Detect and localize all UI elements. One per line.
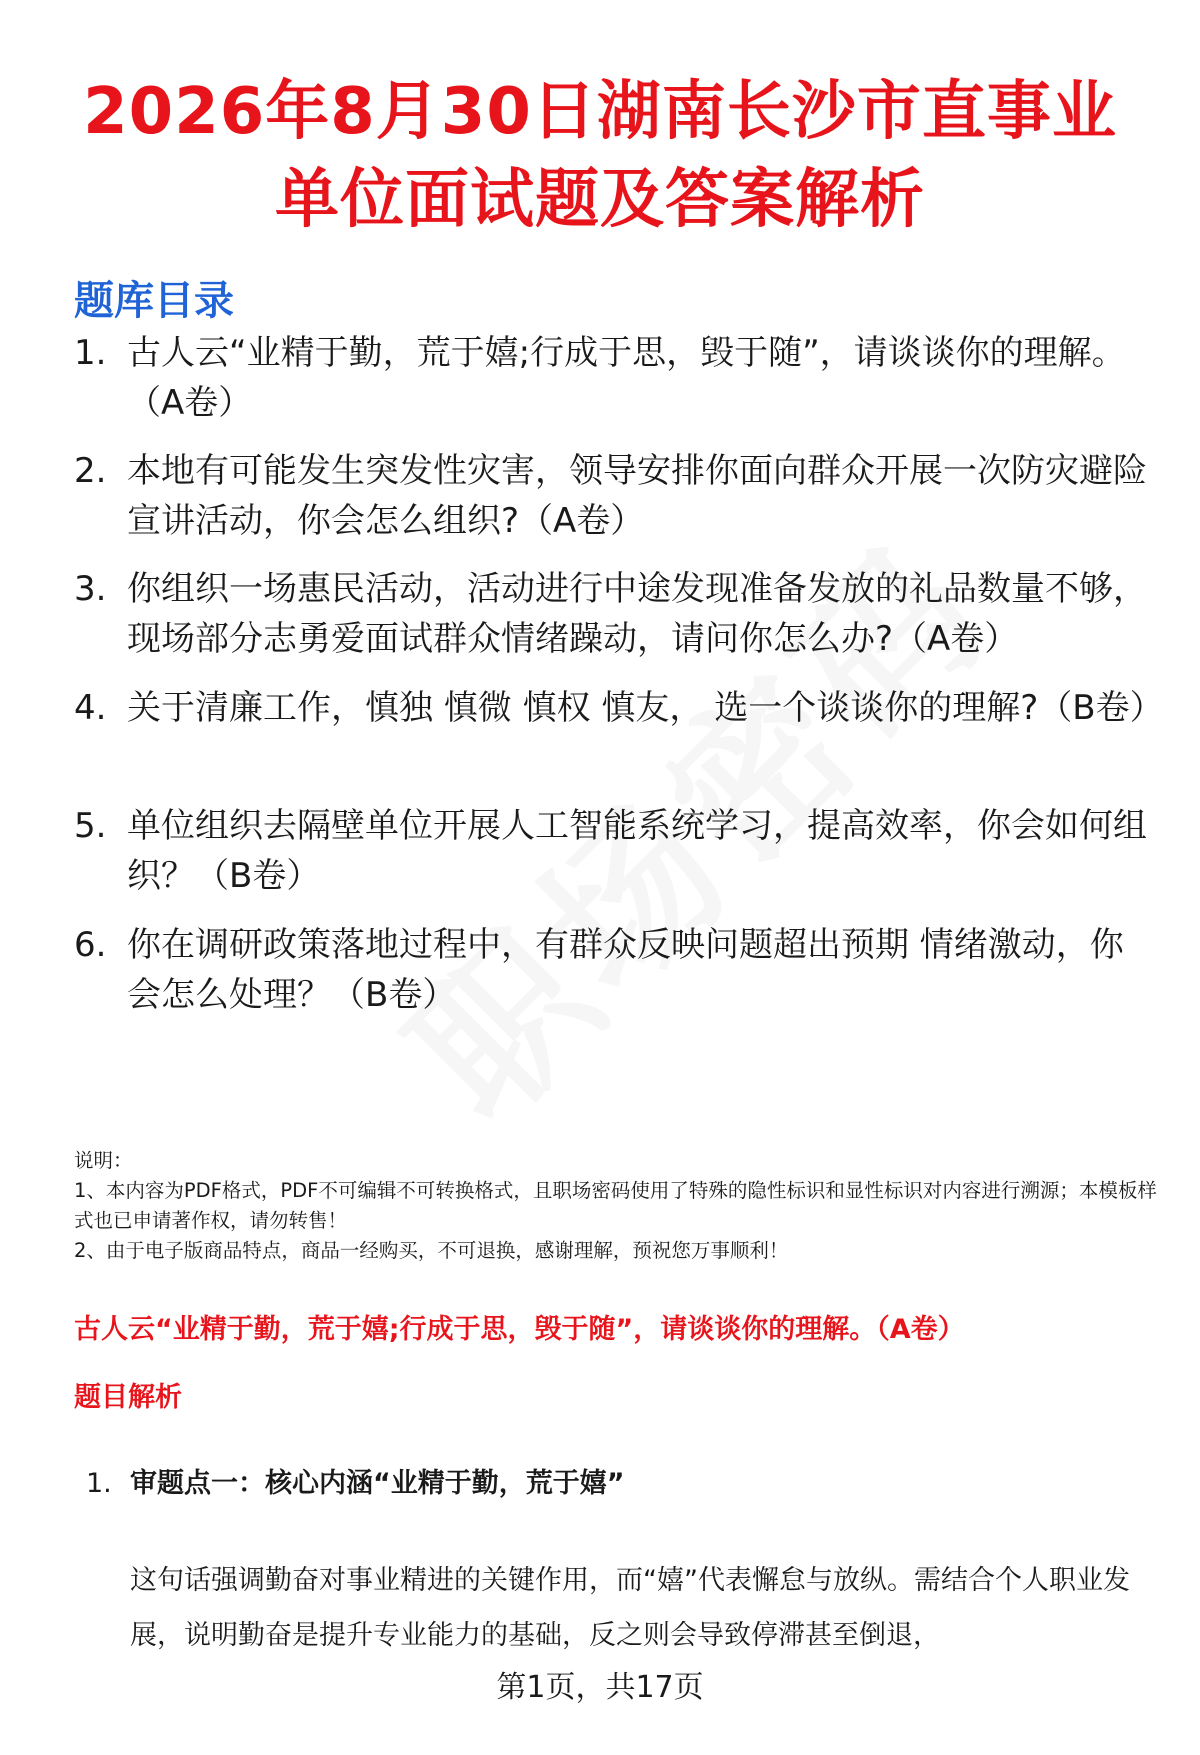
toc-item-number: 2. xyxy=(74,451,107,491)
point-title: 审题点一：核心内涵“业精于勤，荒于嬉” xyxy=(130,1468,625,1499)
document-title xyxy=(60,68,1140,244)
toc-item-3 xyxy=(74,564,1154,664)
toc-item-5 xyxy=(74,801,1154,901)
toc-item-text: 你在调研政策落地过程中，有群众反映问题超出预期 情绪激动，你会怎么处理？（B卷） xyxy=(127,925,1124,1015)
toc-item-4 xyxy=(74,683,1164,733)
disclaimer-note xyxy=(74,1146,1174,1266)
analysis-label: 题目解析 xyxy=(74,1382,182,1413)
note-label: 说明： xyxy=(74,1149,133,1172)
page-footer: 第1页，共17页 xyxy=(496,1670,704,1705)
toc-item-number: 1. xyxy=(74,333,107,373)
toc-item-6 xyxy=(74,920,1154,1020)
note-line-1: 1、本内容为PDF格式，PDF不可编辑不可转换格式，且职场密码使用了特殊的隐性标识和显性标识对内容进行溯源；本模板样式也已申请著作权，请勿转售！ xyxy=(74,1179,1157,1232)
toc-item-number: 4. xyxy=(74,688,107,728)
toc-item-1 xyxy=(74,328,1154,428)
analysis-body: 这句话强调勤奋对事业精进的关键作用，而“嬉”代表懈怠与放纵。需结合个人职业发展，说明勤奋是提升专业能力的基础，反之则会导致停滞甚至倒退， xyxy=(130,1565,1130,1651)
toc-item-text: 单位组织去隔壁单位开展人工智能系统学习，提高效率，你会如何组织？（B卷） xyxy=(127,806,1147,896)
question-heading: 古人云“业精于勤，荒于嬉;行成于思，毁于随”，请谈谈你的理解。（A卷） xyxy=(74,1314,965,1345)
point-number: 1. xyxy=(86,1468,112,1499)
toc-item-text: 你组织一场惠民活动，活动进行中途发现准备发放的礼品数量不够，现场部分志勇爱面试群众情绪躁动，请问你怎么办?（A卷） xyxy=(127,569,1147,659)
title-line-1: 2026年8月30日湖南长沙市直事业 xyxy=(83,75,1117,149)
toc-heading: 题库目录 xyxy=(74,278,234,324)
note-line-2: 2、由于电子版商品特点，商品一经购买，不可退换，感谢理解，预祝您万事顺利！ xyxy=(74,1239,789,1262)
toc-item-number: 5. xyxy=(74,806,107,846)
toc-item-text: 本地有可能发生突发性灾害，领导安排你面向群众开展一次防灾避险宣讲活动，你会怎么组织?（A卷） xyxy=(127,451,1147,541)
title-line-2: 单位面试题及答案解析 xyxy=(275,163,925,237)
analysis-point-1 xyxy=(86,1464,1166,1504)
toc-item-text: 古人云“业精于勤，荒于嬉;行成于思，毁于随”，请谈谈你的理解。（A卷） xyxy=(127,333,1126,423)
toc-item-2 xyxy=(74,446,1154,546)
toc-item-number: 3. xyxy=(74,569,107,609)
toc-item-number: 6. xyxy=(74,925,107,965)
toc-item-text: 关于清廉工作，慎独 慎微 慎权 慎友， 选一个谈谈你的理解?（B卷） xyxy=(127,688,1164,728)
